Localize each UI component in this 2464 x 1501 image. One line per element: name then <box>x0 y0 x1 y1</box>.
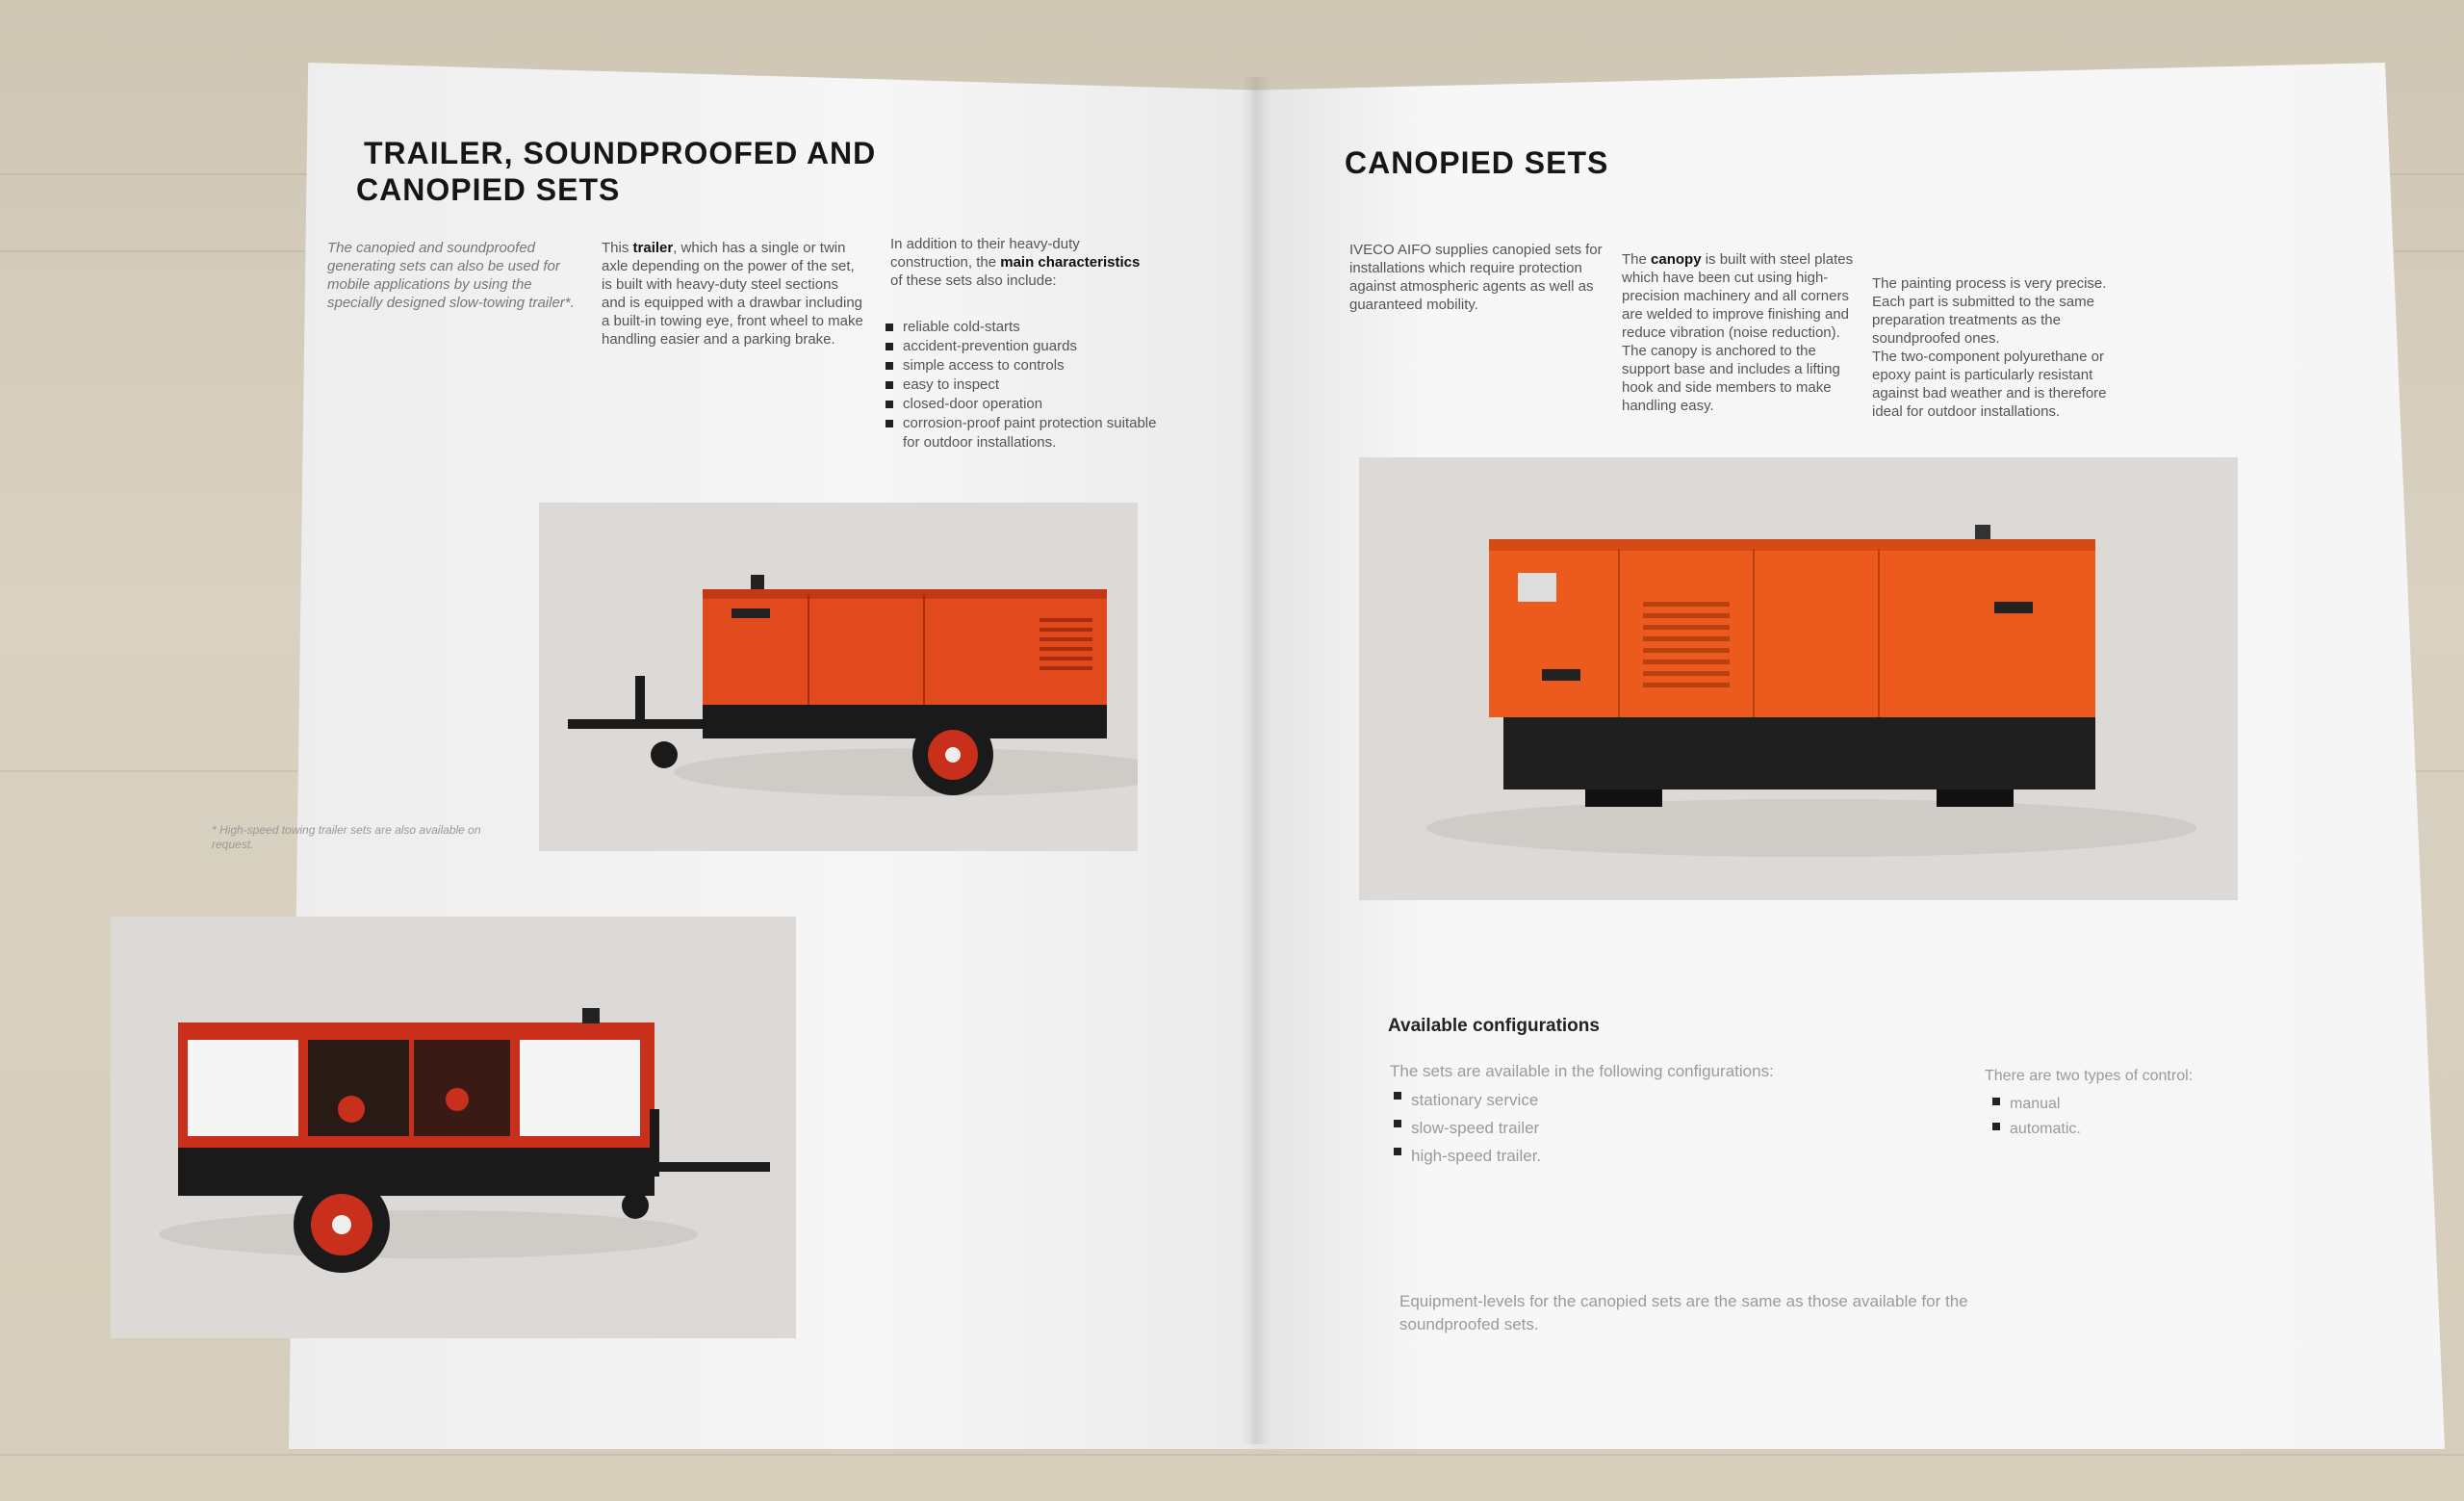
canopied-set-illustration <box>1359 457 2238 900</box>
painting-description <box>1872 274 2122 421</box>
control-intro: There are two types of control: <box>1985 1068 2194 1084</box>
list-item: high-speed trailer. <box>1392 1142 1738 1170</box>
canopy-description: The canopy is built with steel plates which have been cut using high-precision machinery and all corners are welded to improve finishing and reduce vibration (noise reduction). The canopy is anchored to the support base and includes a lifting hook and side members to make handling easy. <box>1622 250 1867 415</box>
list-item: manual <box>1990 1092 2183 1117</box>
list-item: slow-speed trailer <box>1392 1114 1738 1142</box>
trailer-set-illustration <box>539 503 1138 851</box>
footnote: * High-speed towing trailer sets are also available on request. <box>212 823 481 851</box>
right-title: CANOPIED SETS <box>1345 145 1609 180</box>
list-item: accident-prevention guards <box>884 337 1163 356</box>
list-item: reliable cold-starts <box>884 318 1163 337</box>
canopied-intro: IVECO AIFO supplies canopied sets for installations which require protection against atmospheric agents as well as guaranteed mobility. <box>1349 242 1603 313</box>
left-intro-text: The canopied and soundproofed generating sets can also be used for mobile applications by using the specially designed slow-towing trailer*. <box>327 240 575 311</box>
control-list <box>1990 1092 2183 1142</box>
list-item: stationary service <box>1392 1086 1738 1114</box>
list-item: corrosion-proof paint protection suitable for outdoor installations. <box>884 414 1163 453</box>
features-list <box>884 318 1163 453</box>
list-item: easy to inspect <box>884 375 1163 395</box>
list-item: closed-door operation <box>884 395 1163 414</box>
equipment-note: Equipment-levels for the canopied sets are the same as those available for the soundproofed sets. <box>1399 1292 1968 1333</box>
list-item: automatic. <box>1990 1117 2183 1142</box>
brochure-spine <box>1242 77 1270 1444</box>
characteristics-intro: In addition to their heavy-duty construction, the main characteristics of these sets also include: <box>890 236 1141 289</box>
config-intro: The sets are available in the following configurations: <box>1390 1062 1774 1080</box>
left-title-line2: CANOPIED SETS <box>356 172 621 207</box>
open-trailer-photo <box>111 917 796 1338</box>
open-trailer-illustration <box>111 917 796 1338</box>
left-title-line1: TRAILER, SOUNDPROOFED AND <box>364 136 877 170</box>
config-heading: Available configurations <box>1388 1016 1600 1036</box>
painting-text-b: The two-component polyurethane or epoxy paint is particularly resistant against bad weather and is therefore ideal for outdoor installations. <box>1872 349 2107 420</box>
list-item: simple access to controls <box>884 356 1163 375</box>
trailer-set-photo <box>539 503 1138 851</box>
config-list <box>1392 1086 1738 1170</box>
canopied-set-photo <box>1359 457 2238 900</box>
trailer-description: This trailer, which has a single or twin axle depending on the power of the set, is built with heavy-duty steel sections and is equipped with a drawbar including a built-in towing eye, front wheel to make handling easier and a parking brake. <box>602 240 863 348</box>
canopy-anchoring-text: The canopy is anchored to the support base and includes a lifting hook and side members to make handling easy. <box>1622 343 1840 414</box>
painting-text-a: The painting process is very precise. Each part is submitted to the same preparation treatments as the soundproofed ones. <box>1872 275 2107 347</box>
